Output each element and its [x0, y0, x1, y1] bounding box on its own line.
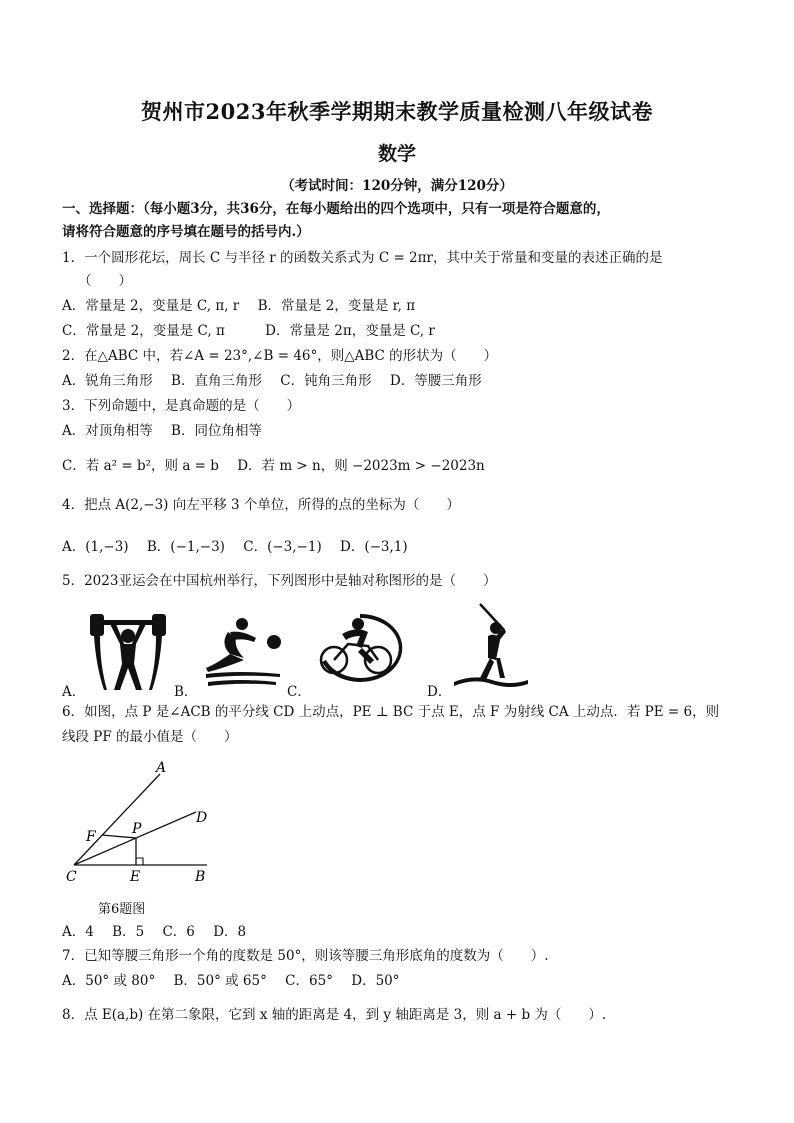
q6-figure [62, 758, 222, 892]
segment-pf [102, 835, 136, 838]
q7-options [62, 971, 414, 991]
q8-stem: 8．点 E(a,b) 在第二象限，它到 x 轴的距离是 4，到 y 轴距离是 3，则 a + b 为（ ）. [62, 1007, 607, 1023]
q4-option-a[interactable]: A．(1,−3) [62, 539, 129, 555]
label-a: A [156, 760, 167, 776]
q1-stem-line1: 1．一个圆形花坛，周长 C 与半径 r 的函数关系式为 C = 2πr，其中关于常量和变量的表述正确的是 [62, 250, 663, 266]
q2-stem: 2．在△ABC 中，若∠A = 23°,∠B = 46°，则△ABC 的形状为（ ） [62, 348, 498, 364]
volleyball-icon [200, 614, 286, 688]
section-heading-line2: 请将符合题意的序号填在题号的括号内.） [62, 224, 310, 240]
q6-option-c[interactable]: C．6 [162, 924, 195, 940]
weightlifting-icon [88, 606, 168, 694]
q7-option-a[interactable]: A．50° 或 80° [62, 973, 156, 989]
q5-option-b-label: B． [174, 684, 198, 700]
section-heading-line1: 一、选择题：（每小题3分，共36分，在每小题给出的四个选项中，只有一项是符合题意的， [62, 201, 610, 217]
q2-option-b[interactable]: B．直角三角形 [171, 373, 262, 389]
q1-options-row2 [62, 321, 449, 341]
q3-options-row1 [62, 421, 276, 441]
exam-info: （考试时间：120分钟，满分120分） [281, 178, 513, 194]
q3-options-row2 [62, 456, 499, 476]
q5-option-b[interactable] [200, 614, 286, 692]
q5-stem: 5．2023亚运会在中国杭州举行，下列图形中是轴对称图形的是（ ） [62, 573, 497, 589]
subject-title: 数学 [377, 143, 416, 165]
q1-option-c[interactable]: C．常量是 2，变量是 C, π [62, 323, 225, 339]
q5-option-a-label: A． [62, 684, 86, 700]
q3-option-c[interactable]: C．若 a² = b²，则 a = b [62, 458, 219, 474]
q1-option-a[interactable]: A．常量是 2，变量是 C, π, r [62, 298, 240, 314]
q4-option-b[interactable]: B．(−1,−3) [146, 539, 225, 555]
q6-option-a[interactable]: A．4 [62, 924, 94, 940]
label-d: D [196, 810, 208, 826]
q7-option-d[interactable]: D．50° [351, 973, 400, 989]
q6-options [62, 922, 260, 942]
cycling-icon [312, 608, 408, 684]
q2-options [62, 371, 496, 391]
q5-option-d-label: D． [427, 684, 452, 700]
ray-ca [74, 774, 160, 865]
q6-figure-caption: 第6题图 [98, 902, 146, 917]
q6-option-d[interactable]: D．8 [213, 924, 247, 940]
q2-option-c[interactable]: C．钝角三角形 [280, 373, 372, 389]
q7-stem: 7．已知等腰三角形一个角的度数是 50°，则该等腰三角形底角的度数为（ ）. [62, 948, 549, 964]
label-p: P [132, 821, 142, 837]
q3-stem: 3．下列命题中，是真命题的是（ ） [62, 398, 301, 414]
q3-option-a[interactable]: A．对顶角相等 [62, 423, 153, 439]
q6-option-b[interactable]: B．5 [112, 924, 145, 940]
q4-options [62, 537, 422, 557]
q5-option-a[interactable] [88, 606, 168, 698]
q3-option-d[interactable]: D．若 m > n，则 −2023m > −2023n [237, 458, 485, 474]
q6-stem-line2: 线段 PF 的最小值是（ ） [62, 729, 238, 745]
geometry-figure [62, 758, 222, 888]
label-f: F [86, 829, 96, 845]
q5-option-c-label: C． [287, 684, 311, 700]
q1-option-b[interactable]: B．常量是 2，变量是 r, π [257, 298, 416, 314]
q7-option-c[interactable]: C．65° [285, 973, 333, 989]
label-c: C [66, 869, 77, 885]
q1-option-d[interactable]: D．常量是 2π，变量是 C, r [265, 323, 435, 339]
q3-option-b[interactable]: B．同位角相等 [171, 423, 262, 439]
q5-option-d[interactable] [450, 600, 532, 694]
q5-option-c[interactable] [312, 608, 408, 688]
q6-stem-line1: 6．如图，点 P 是∠ACB 的平分线 CD 上动点，PE ⊥ BC 于点 E，点 F 为射线 CA 上动点．若 PE = 6，则 [62, 704, 720, 720]
q2-option-a[interactable]: A．锐角三角形 [62, 373, 153, 389]
q7-option-b[interactable]: B．50° 或 65° [173, 973, 267, 989]
right-angle-mark [136, 858, 143, 865]
q1-options-row1 [62, 296, 429, 316]
q4-option-d[interactable]: D．(−3,1) [340, 539, 408, 555]
label-b: B [195, 869, 206, 885]
q1-stem-line2: （ ） [78, 273, 132, 289]
golf-icon [450, 600, 532, 690]
q4-option-c[interactable]: C．(−3,−1) [243, 539, 322, 555]
page-title: 贺州市2023年秋季学期期末教学质量检测八年级试卷 [141, 99, 653, 124]
q4-stem: 4．把点 A(2,−3) 向左平移 3 个单位，所得的点的坐标为（ ） [62, 497, 460, 513]
q2-option-d[interactable]: D．等腰三角形 [389, 373, 482, 389]
label-e: E [130, 869, 141, 885]
